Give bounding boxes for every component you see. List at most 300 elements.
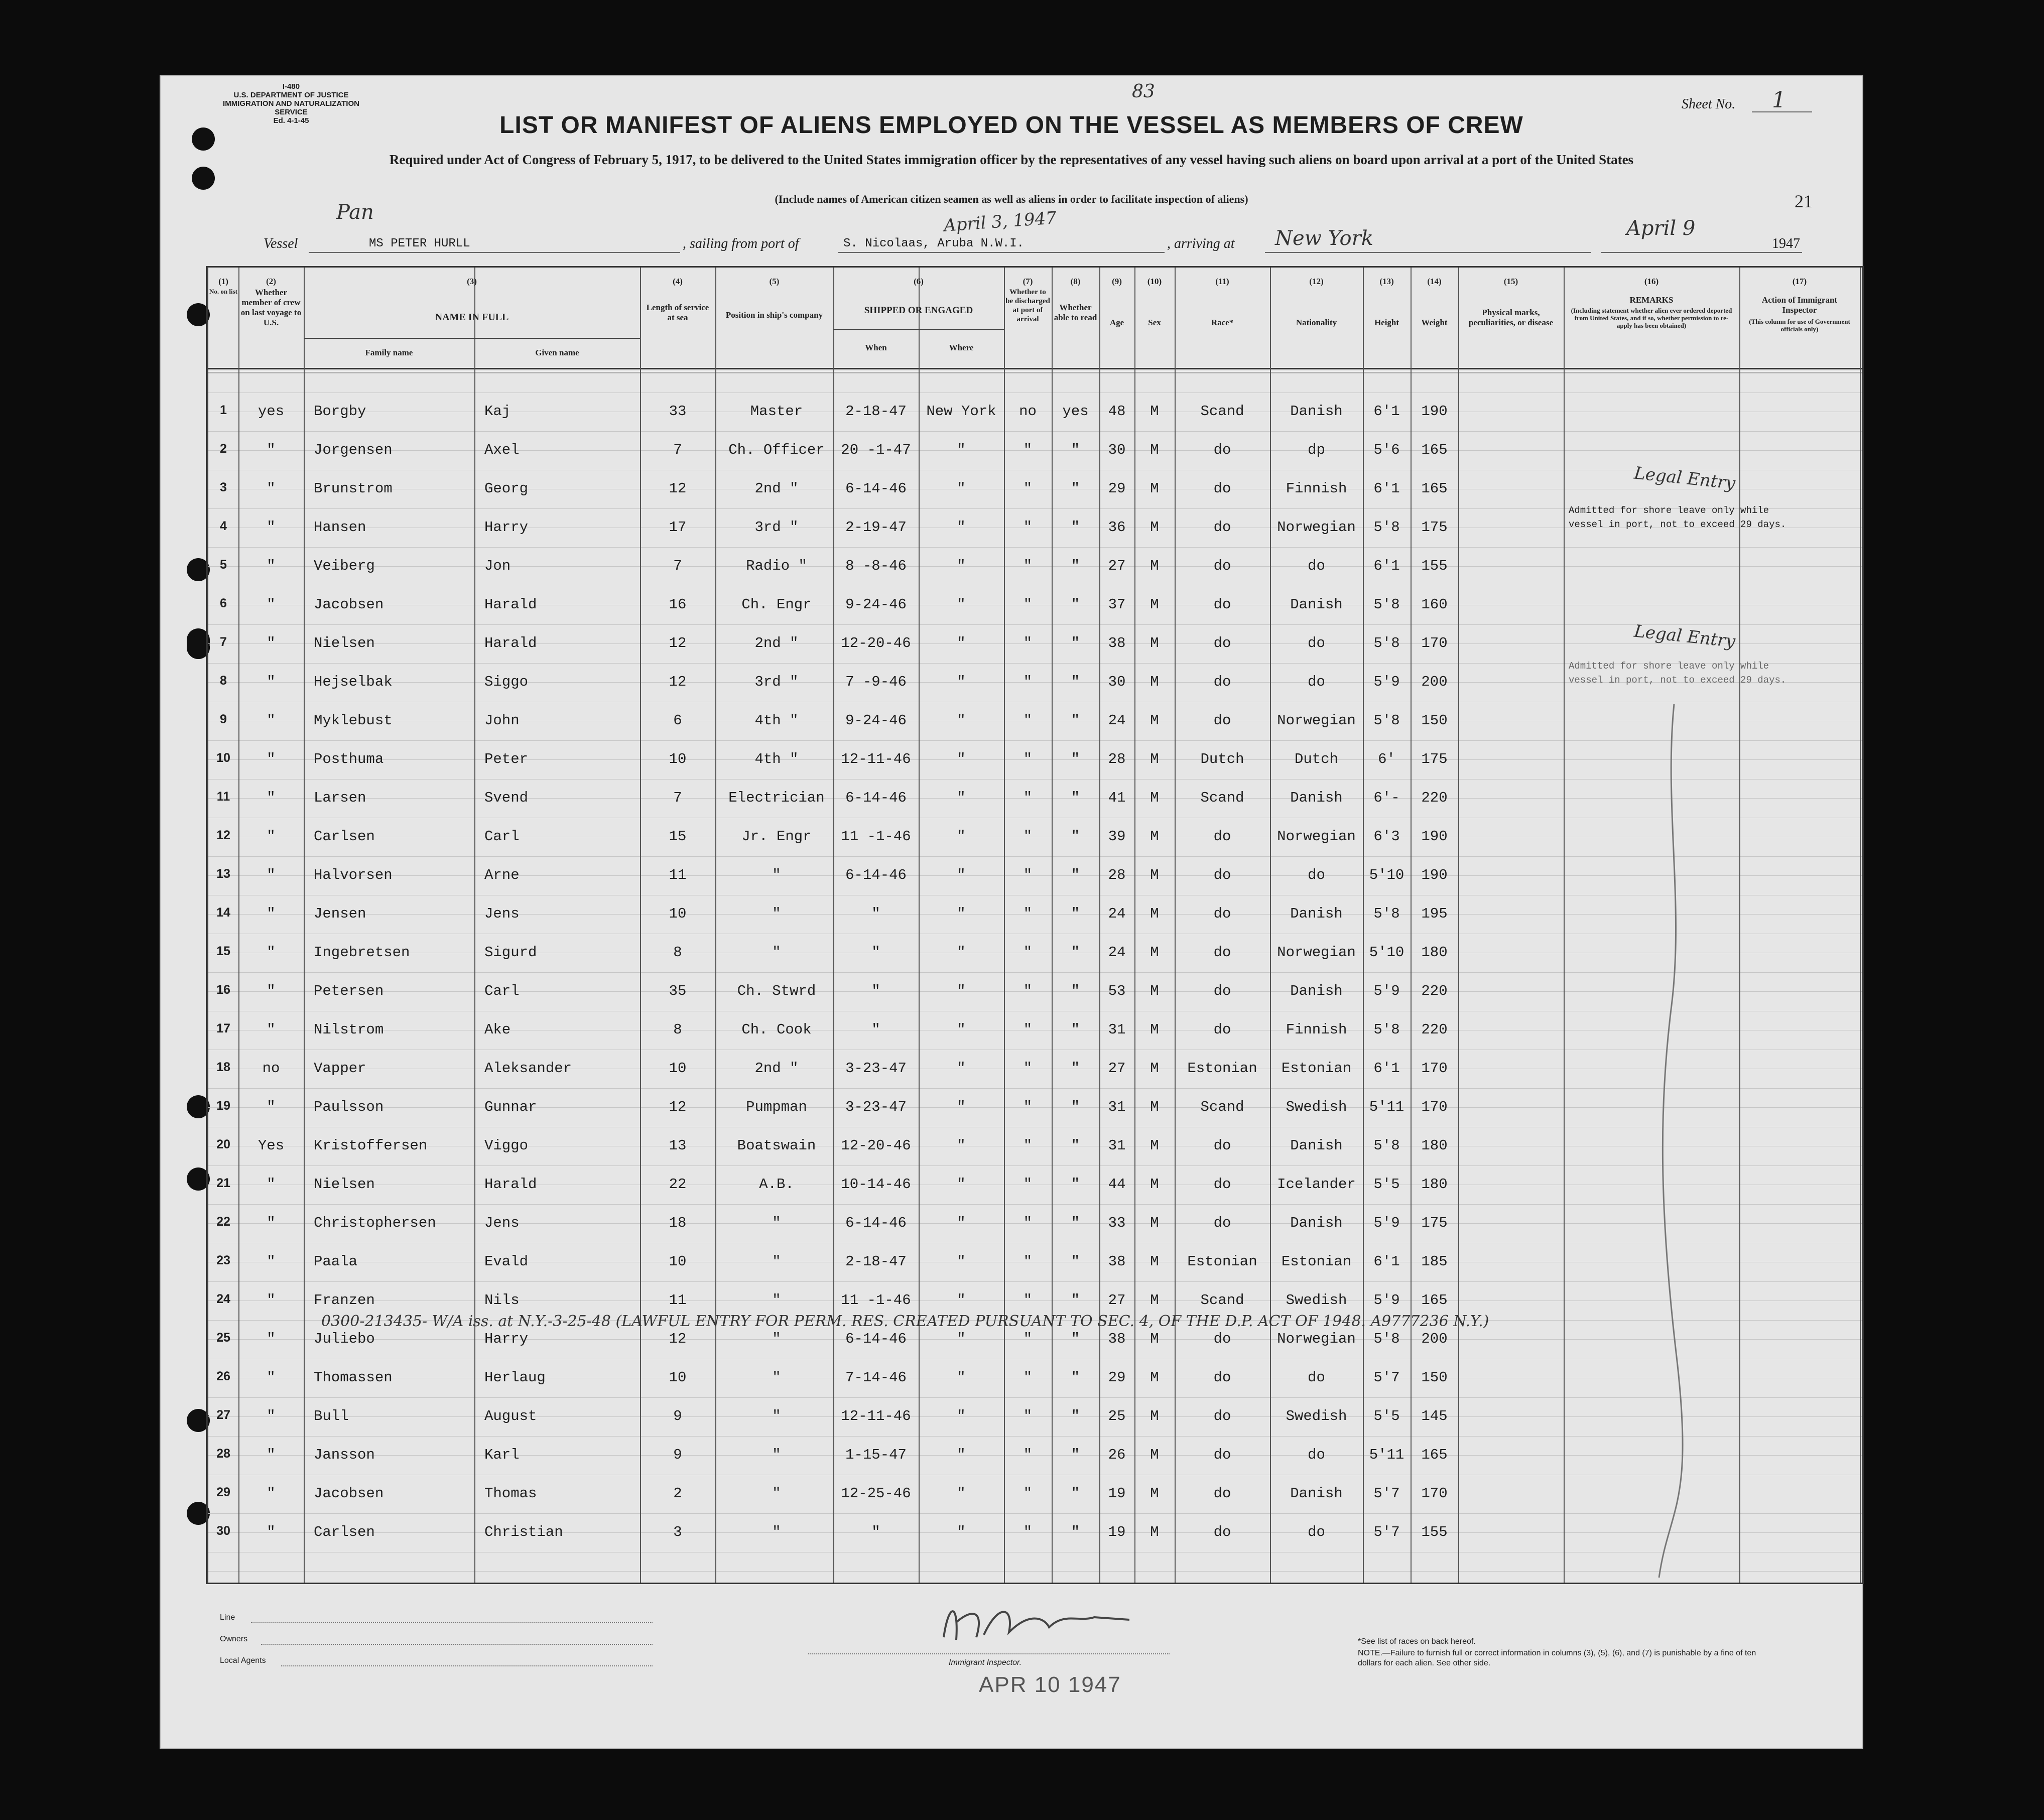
last-voyage-cell: " (267, 674, 276, 690)
height-cell: 5'5 (1373, 1408, 1400, 1424)
crew-row (208, 1011, 1862, 1050)
row-number-cell: 26 (216, 1369, 230, 1383)
nationality-cell: do (1308, 1524, 1325, 1540)
family-name-cell: Brunstrom (314, 480, 393, 497)
height-cell: 6'3 (1373, 828, 1400, 845)
weight-cell: 145 (1421, 1408, 1448, 1424)
last-voyage-cell: " (267, 1215, 276, 1231)
edition: Ed. 4-1-45 (273, 116, 309, 125)
height-cell: 5'9 (1373, 983, 1400, 999)
shipped-where-cell: " (957, 480, 966, 497)
col3-number: (3) (467, 277, 477, 286)
position-cell: Pumpman (746, 1099, 807, 1115)
position-cell: " (772, 1292, 781, 1309)
sex-cell: M (1150, 519, 1159, 536)
given-name-cell: Axel (484, 442, 520, 458)
race-cell: Scand (1200, 790, 1244, 806)
owners-dotline (261, 1644, 653, 1645)
discharged-cell: " (1023, 1215, 1033, 1231)
sheet-number: 1 (1772, 87, 1786, 113)
able-to-read-cell: " (1071, 1292, 1080, 1309)
crew-row (208, 1089, 1862, 1127)
last-voyage-cell: " (267, 944, 276, 961)
last-voyage-cell: no (262, 1060, 280, 1077)
row-number-cell: 3 (220, 480, 227, 494)
shipped-when-cell: " (871, 905, 880, 922)
row-number-cell: 1 (220, 403, 227, 417)
row-number-cell: 15 (216, 944, 230, 958)
race-cell: do (1213, 944, 1231, 961)
owners-label: Owners (220, 1635, 248, 1643)
crew-row (208, 779, 1862, 818)
position-cell: A.B. (759, 1176, 794, 1193)
position-cell: Boatswain (737, 1137, 816, 1154)
arrival-date: April 9 (1626, 217, 1696, 240)
shipped-when-cell: 12-11-46 (841, 1408, 911, 1424)
height-cell: 5'9 (1373, 1215, 1400, 1231)
weight-cell: 175 (1421, 519, 1448, 536)
sex-cell: M (1150, 1099, 1159, 1115)
sex-cell: M (1150, 1524, 1159, 1540)
given-name-cell: Evald (484, 1253, 529, 1270)
service-length-cell: 10 (669, 751, 687, 767)
sex-cell: M (1150, 674, 1159, 690)
race-cell: do (1213, 828, 1231, 845)
nationality-cell: Finnish (1286, 480, 1347, 497)
race-cell: do (1213, 674, 1231, 690)
able-to-read-cell: " (1071, 905, 1080, 922)
age-cell: 44 (1108, 1176, 1126, 1193)
age-cell: 39 (1108, 828, 1126, 845)
departure-port: S. Nicolaas, Aruba N.W.I. (843, 237, 1025, 250)
row-number-cell: 18 (216, 1060, 230, 1074)
shipped-where-cell: " (957, 1524, 966, 1540)
shipped-where-cell: " (957, 596, 966, 613)
row-number-cell: 19 (216, 1099, 230, 1113)
nationality-cell: Dutch (1294, 751, 1338, 767)
age-cell: 24 (1108, 905, 1126, 922)
last-voyage-cell: " (267, 519, 276, 536)
sex-cell: M (1150, 442, 1159, 458)
given-name-cell: August (484, 1408, 537, 1424)
family-name-cell: Ingebretsen (314, 944, 410, 961)
able-to-read-cell: " (1071, 1524, 1080, 1540)
last-voyage-cell: " (267, 1485, 276, 1502)
service-length-cell: 10 (669, 1253, 687, 1270)
given-name-cell: Georg (484, 480, 529, 497)
shipped-when-cell: 12-25-46 (841, 1485, 911, 1502)
family-name-cell: Petersen (314, 983, 384, 999)
weight-cell: 180 (1421, 944, 1448, 961)
service-length-cell: 2 (673, 1485, 682, 1502)
col10-number: (10) (1147, 277, 1162, 286)
remarks-stamp-1: Admitted for shore leave only while vessel in port, not to exceed 29 days. (1569, 505, 1786, 530)
col16-note: (Including statement whether alien ever ordered deported from United States, and if so, whether permission to re-apply has been obtained) (1571, 307, 1732, 329)
col12-label: Nationality (1296, 318, 1337, 327)
last-voyage-cell: " (267, 480, 276, 497)
sex-cell: M (1150, 1137, 1159, 1154)
shipped-when-cell: 12-20-46 (841, 635, 911, 652)
nationality-cell: Estonian (1281, 1253, 1352, 1270)
shipped-when-cell: 3-23-47 (845, 1060, 907, 1077)
position-cell: " (772, 1408, 781, 1424)
row-number-cell: 12 (216, 828, 230, 842)
shipped-where-cell: " (957, 905, 966, 922)
department: U.S. DEPARTMENT OF JUSTICE (233, 91, 349, 99)
shipped-where-cell: " (957, 1253, 966, 1270)
service-length-cell: 12 (669, 674, 687, 690)
family-name-cell: Hejselbak (314, 674, 393, 690)
crew-row (208, 1514, 1862, 1552)
weight-cell: 160 (1421, 596, 1448, 613)
weight-cell: 170 (1421, 1485, 1448, 1502)
col17-label: Action of Immigrant Inspector (1761, 295, 1838, 315)
weight-cell: 220 (1421, 983, 1448, 999)
given-name-cell: Jens (484, 905, 520, 922)
line-dotline (251, 1622, 653, 1623)
given-name-cell: John (484, 712, 520, 729)
row-number-cell: 17 (216, 1021, 230, 1035)
able-to-read-cell: " (1071, 635, 1080, 652)
date-stamp: APR 10 1947 (979, 1672, 1121, 1697)
shipped-when-cell: 1-15-47 (845, 1447, 907, 1463)
family-name-cell: Nielsen (314, 635, 375, 652)
sex-cell: M (1150, 403, 1159, 420)
crew-row (208, 1243, 1862, 1282)
shipped-where-cell: " (957, 1060, 966, 1077)
row-number-cell: 10 (216, 751, 230, 765)
position-cell: 2nd " (754, 635, 799, 652)
service-length-cell: 22 (669, 1176, 687, 1193)
sex-cell: M (1150, 596, 1159, 613)
given-name-cell: Peter (484, 751, 529, 767)
sex-cell: M (1150, 1060, 1159, 1077)
sex-cell: M (1150, 867, 1159, 883)
vessel-label: Vessel (264, 236, 298, 251)
service-length-cell: 10 (669, 1369, 687, 1386)
able-to-read-cell: " (1071, 867, 1080, 883)
row-number-cell: 5 (220, 558, 227, 572)
discharged-cell: " (1023, 1137, 1033, 1154)
last-voyage-cell: " (267, 828, 276, 845)
discharged-cell: " (1023, 1021, 1033, 1038)
service-length-cell: 3 (673, 1524, 682, 1540)
nationality-cell: Norwegian (1277, 712, 1356, 729)
sex-cell: M (1150, 828, 1159, 845)
height-cell: 5'8 (1373, 519, 1400, 536)
sex-cell: M (1150, 905, 1159, 922)
col6-subdivider (833, 329, 1004, 330)
position-cell: " (772, 1369, 781, 1386)
col17-number: (17) (1792, 277, 1807, 286)
shipped-where-cell: " (957, 1292, 966, 1309)
age-cell: 41 (1108, 790, 1126, 806)
service-length-cell: 11 (669, 867, 687, 883)
sailing-label: , sailing from port of (683, 236, 799, 251)
date-underline (1601, 252, 1802, 253)
col10-label: Sex (1148, 318, 1161, 327)
crew-row (208, 934, 1862, 973)
crew-row (208, 818, 1862, 857)
shipped-when-cell: 11 -1-46 (841, 1292, 911, 1309)
weight-cell: 190 (1421, 828, 1448, 845)
given-name-cell: Harry (484, 519, 529, 536)
sex-cell: M (1150, 1215, 1159, 1231)
position-cell: Electrician (728, 790, 825, 806)
row-number-cell: 29 (216, 1485, 230, 1499)
sex-cell: M (1150, 1253, 1159, 1270)
shipped-when-cell: 6-14-46 (845, 867, 907, 883)
row-number-cell: 9 (220, 712, 227, 726)
col2-number: (2) (266, 277, 276, 286)
position-cell: " (772, 944, 781, 961)
discharged-cell: " (1023, 596, 1033, 613)
col15-label: Physical marks, peculiarities, or disease (1468, 308, 1554, 327)
discharged-cell: " (1023, 1524, 1033, 1540)
able-to-read-cell: " (1071, 1447, 1080, 1463)
age-cell: 25 (1108, 1408, 1126, 1424)
sex-cell: M (1150, 712, 1159, 729)
able-to-read-cell: " (1071, 1408, 1080, 1424)
able-to-read-cell: " (1071, 1021, 1080, 1038)
height-cell: 5'10 (1369, 867, 1404, 883)
nationality-cell: Swedish (1286, 1408, 1347, 1424)
height-cell: 5'8 (1373, 905, 1400, 922)
age-cell: 31 (1108, 1137, 1126, 1154)
given-name-cell: Carl (484, 983, 520, 999)
height-cell: 6'1 (1373, 480, 1400, 497)
family-name-cell: Hansen (314, 519, 366, 536)
discharged-cell: " (1023, 480, 1033, 497)
age-cell: 36 (1108, 519, 1126, 536)
family-name-cell: Vapper (314, 1060, 366, 1077)
shipped-where-cell: " (957, 867, 966, 883)
height-cell: 5'11 (1369, 1447, 1404, 1463)
race-cell: do (1213, 1137, 1231, 1154)
service-length-cell: 8 (673, 944, 682, 961)
col7-label: Whether to be discharged at port of arrival (1005, 288, 1050, 323)
nationality-cell: Norwegian (1277, 519, 1356, 536)
family-name-cell: Jorgensen (314, 442, 393, 458)
last-voyage-cell: " (267, 867, 276, 883)
able-to-read-cell: " (1071, 1253, 1080, 1270)
given-name-cell: Herlaug (484, 1369, 546, 1386)
form-number: I-480 (282, 82, 300, 91)
position-cell: 4th " (754, 751, 799, 767)
position-cell: " (772, 867, 781, 883)
sex-cell: M (1150, 1331, 1159, 1347)
col1-number: (1) (218, 277, 228, 286)
height-cell: 5'7 (1373, 1524, 1400, 1540)
col16-number: (16) (1644, 277, 1659, 286)
nationality-cell: do (1308, 635, 1325, 652)
discharged-cell: " (1023, 1292, 1033, 1309)
vessel-name: MS PETER HURLL (369, 237, 470, 250)
col17-note: (This column for use of Government officials only) (1749, 318, 1850, 333)
race-cell: do (1213, 596, 1231, 613)
shipped-where-cell: " (957, 442, 966, 458)
last-voyage-cell: " (267, 790, 276, 806)
last-voyage-cell: " (267, 635, 276, 652)
race-cell: do (1213, 558, 1231, 574)
able-to-read-cell: " (1071, 1369, 1080, 1386)
family-name-cell: Paulsson (314, 1099, 384, 1115)
position-cell: " (772, 1253, 781, 1270)
race-cell: do (1213, 1369, 1231, 1386)
given-name-cell: Jon (484, 558, 511, 574)
weight-cell: 220 (1421, 790, 1448, 806)
height-cell: 5'10 (1369, 944, 1404, 961)
sex-cell: M (1150, 1021, 1159, 1038)
age-cell: 53 (1108, 983, 1126, 999)
age-cell: 31 (1108, 1099, 1126, 1115)
age-cell: 30 (1108, 674, 1126, 690)
service-length-cell: 7 (673, 790, 682, 806)
family-name-cell: Borgby (314, 403, 366, 420)
shipped-where-cell: " (957, 751, 966, 767)
family-name-cell: Paala (314, 1253, 358, 1270)
margin-note: Pan (336, 201, 374, 224)
service-length-cell: 7 (673, 558, 682, 574)
col4-number: (4) (673, 277, 683, 286)
sex-cell: M (1150, 983, 1159, 999)
height-cell: 5'8 (1373, 1137, 1400, 1154)
given-name-cell: Kaj (484, 403, 511, 420)
race-cell: Estonian (1187, 1253, 1257, 1270)
discharged-cell: " (1023, 1253, 1033, 1270)
line-label: Line (220, 1613, 235, 1622)
discharged-cell: " (1023, 674, 1033, 690)
race-cell: do (1213, 1408, 1231, 1424)
age-cell: 28 (1108, 751, 1126, 767)
shipped-when-cell: 9-24-46 (845, 596, 907, 613)
sex-cell: M (1150, 751, 1159, 767)
service-length-cell: 9 (673, 1408, 682, 1424)
col3-subdivider (304, 338, 640, 339)
shipped-where-cell: " (957, 1331, 966, 1347)
given-name-cell: Aleksander (484, 1060, 572, 1077)
position-cell: Ch. Officer (728, 442, 825, 458)
able-to-read-cell: " (1071, 558, 1080, 574)
shipped-where-cell: " (957, 828, 966, 845)
service-length-cell: 10 (669, 905, 687, 922)
position-cell: " (772, 1215, 781, 1231)
family-name-cell: Franzen (314, 1292, 375, 1309)
weight-cell: 200 (1421, 1331, 1448, 1347)
discharged-cell: " (1023, 1485, 1033, 1502)
able-to-read-cell: " (1071, 1137, 1080, 1154)
family-name-header: Family name (365, 348, 413, 357)
able-to-read-cell: " (1071, 596, 1080, 613)
crew-row (208, 1398, 1862, 1437)
discharged-cell: no (1019, 403, 1037, 420)
service-length-cell: 12 (669, 635, 687, 652)
weight-cell: 155 (1421, 1524, 1448, 1540)
shipped-where-cell: " (957, 558, 966, 574)
discharged-cell: " (1023, 558, 1033, 574)
col1-label: No. on list (209, 288, 237, 295)
punch-hole (192, 167, 215, 190)
nationality-cell: Danish (1290, 983, 1343, 999)
able-to-read-cell: " (1071, 983, 1080, 999)
age-cell: 38 (1108, 1253, 1126, 1270)
vessel-underline (309, 252, 680, 253)
col14-number: (14) (1427, 277, 1442, 286)
given-name-cell: Karl (484, 1447, 520, 1463)
able-to-read-cell: yes (1062, 403, 1089, 420)
race-cell: do (1213, 519, 1231, 536)
col8-label: Whether able to read (1054, 303, 1097, 322)
nationality-cell: Danish (1290, 1137, 1343, 1154)
last-voyage-cell: " (267, 905, 276, 922)
col13-label: Height (1374, 318, 1399, 327)
last-voyage-cell: " (267, 983, 276, 999)
family-name-cell: Posthuma (314, 751, 384, 767)
row-number-cell: 8 (220, 674, 227, 688)
nationality-cell: Norwegian (1277, 1331, 1356, 1347)
crew-row (208, 1437, 1862, 1475)
given-name-cell: Sigurd (484, 944, 537, 961)
service-length-cell: 13 (669, 1137, 687, 1154)
service-length-cell: 6 (673, 712, 682, 729)
col11-number: (11) (1215, 277, 1229, 286)
col8-number: (8) (1070, 277, 1081, 286)
last-voyage-cell: " (267, 1524, 276, 1540)
arrival-year: 1947 (1772, 236, 1800, 251)
height-cell: 6'- (1373, 790, 1400, 806)
able-to-read-cell: " (1071, 1215, 1080, 1231)
manifest-sheet (160, 75, 1863, 1749)
race-cell: Estonian (1187, 1060, 1257, 1077)
where-header: Where (949, 343, 974, 352)
weight-cell: 150 (1421, 1369, 1448, 1386)
row-number-cell: 6 (220, 596, 227, 610)
service-length-cell: 15 (669, 828, 687, 845)
when-header: When (865, 343, 887, 352)
family-name-cell: Carlsen (314, 1524, 375, 1540)
shipped-where-cell: " (957, 1021, 966, 1038)
last-voyage-cell: " (267, 1447, 276, 1463)
position-cell: Jr. Engr (741, 828, 812, 845)
nationality-cell: do (1308, 674, 1325, 690)
nationality-cell: Danish (1290, 790, 1343, 806)
height-cell: 5'11 (1369, 1099, 1404, 1115)
sex-cell: M (1150, 944, 1159, 961)
discharged-cell: " (1023, 1176, 1033, 1193)
discharged-cell: " (1023, 519, 1033, 536)
col6-number: (6) (914, 277, 924, 286)
weight-cell: 185 (1421, 1253, 1448, 1270)
position-cell: Ch. Stwrd (737, 983, 816, 999)
nationality-cell: Danish (1290, 1215, 1343, 1231)
position-cell: Ch. Engr (741, 596, 812, 613)
height-cell: 5'8 (1373, 1021, 1400, 1038)
last-voyage-cell: Yes (258, 1137, 285, 1154)
position-cell: Master (750, 403, 803, 420)
service-length-cell: 12 (669, 1331, 687, 1347)
shipped-when-cell: 6-14-46 (845, 790, 907, 806)
age-cell: 27 (1108, 1060, 1126, 1077)
shipped-where-cell: " (957, 1447, 966, 1463)
height-cell: 5'5 (1373, 1176, 1400, 1193)
family-name-cell: Jacobsen (314, 596, 384, 613)
position-cell: Ch. Cook (741, 1021, 812, 1038)
position-cell: 4th " (754, 712, 799, 729)
age-cell: 26 (1108, 1447, 1126, 1463)
able-to-read-cell: " (1071, 751, 1080, 767)
last-voyage-cell: " (267, 1292, 276, 1309)
shipped-when-cell: 2-18-47 (845, 403, 907, 420)
